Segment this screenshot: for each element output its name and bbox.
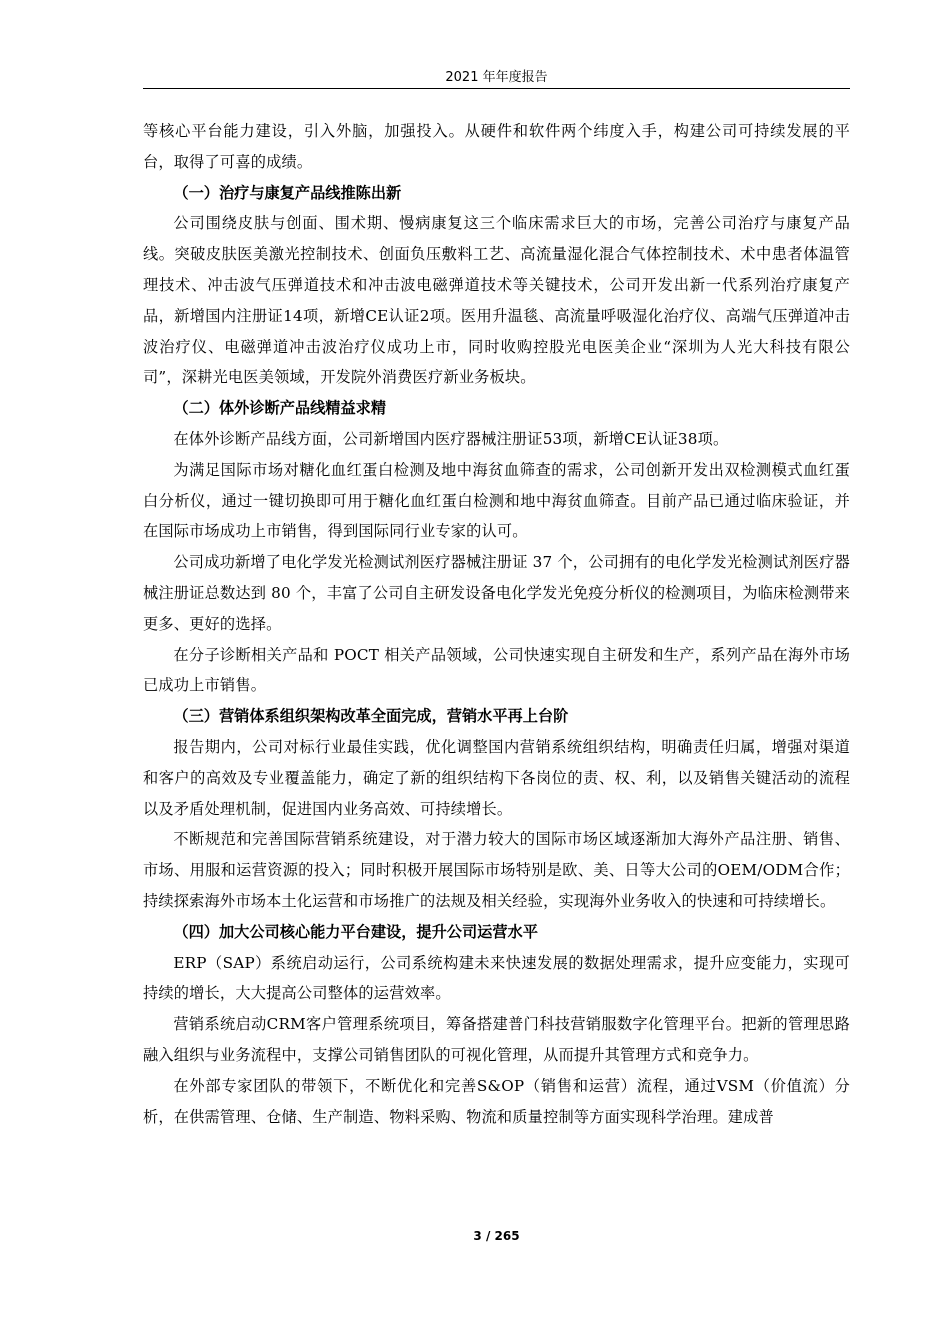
body-paragraph: 营销系统启动CRM客户管理系统项目，筹备搭建普门科技营销服数字化管理平台。把新的管理思路融入组织与业务流程中，支撑公司销售团队的可视化管理，从而提升其管理方式和竞争力。 <box>143 1015 850 1064</box>
section-heading: （四）加大公司核心能力平台建设，提升公司运营水平 <box>173 922 538 941</box>
body-paragraph: 不断规范和完善国际营销系统建设，对于潜力较大的国际市场区域逐渐加大海外产品注册、销售、市场、用服和运营资源的投入；同时积极开展国际市场特别是欧、美、日等大公司的OEM/ODM合作；持续探索海外市场本土化运营和市场推广的法规及相关经验，实现海外业务收入的快速和可持续增长。 <box>143 830 850 910</box>
report-header: 2021 年年度报告 <box>445 70 548 85</box>
body-paragraph: 在外部专家团队的带领下，不断优化和完善S&OP（销售和运营）流程，通过VSM（价值流）分析，在供需管理、仓储、生产制造、物料采购、物流和质量控制等方面实现科学治理。建成普 <box>143 1076 850 1126</box>
body-paragraph: 公司成功新增了电化学发光检测试剂医疗器械注册证 37 个，公司拥有的电化学发光检测试剂医疗器械注册证总数达到 80 个，丰富了公司自主研发设备电化学发光免疫分析仪的检测项目，为临床检测带来更多、更好的选择。 <box>143 553 850 633</box>
body-paragraph: ERP（SAP）系统启动运行，公司系统构建未来快速发展的数据处理需求，提升应变能力，实现可持续的增长，大大提高公司整体的运营效率。 <box>143 953 850 1003</box>
body-paragraph: 等核心平台能力建设，引入外脑，加强投入。从硬件和软件两个纬度入手，构建公司可持续发展的平台，取得了可喜的成绩。 <box>143 122 850 171</box>
body-paragraph: 为满足国际市场对糖化血红蛋白检测及地中海贫血筛查的需求，公司创新开发出双检测模式血红蛋白分析仪，通过一键切换即可用于糖化血红蛋白检测和地中海贫血筛查。目前产品已通过临床验证，并在国际市场成功上市销售，得到国际同行业专家的认可。 <box>143 460 850 541</box>
section-heading: （二）体外诊断产品线精益求精 <box>173 399 387 418</box>
body-paragraph: 在分子诊断相关产品和 POCT 相关产品领域，公司快速实现自主研发和生产，系列产品在海外市场已成功上市销售。 <box>143 645 850 695</box>
body-paragraph: 公司围绕皮肤与创面、围术期、慢病康复这三个临床需求巨大的市场，完善公司治疗与康复产品线。突破皮肤医美激光控制技术、创面负压敷料工艺、高流量湿化混合气体控制技术、术中患者体温管理技术、冲击波气压弹道技术和冲击波电磁弹道技术等关键技术，公司开发出新一代系列治疗康复产品，新增国内注册证14项，新增CE认证2项。医用升温毯、高流量呼吸湿化治疗仪、高端气压弹道冲击波治疗仪、电磁弹道冲击波治疗仪成功上市，同时收购控股光电医美企业“深圳为人光大科技有限公司”，深耕光电医美领域，开发院外消费医疗新业务板块。 <box>143 214 850 387</box>
body-paragraph: 在体外诊断产品线方面，公司新增国内医疗器械注册证53项，新增CE认证38项。 <box>173 429 729 448</box>
body-paragraph: 报告期内，公司对标行业最佳实践，优化调整国内营销系统组织结构，明确责任归属，增强对渠道和客户的高效及专业覆盖能力，确定了新的组织结构下各岗位的责、权、利，以及销售关键活动的流程以及矛盾处理机制，促进国内业务高效、可持续增长。 <box>143 737 850 818</box>
section-heading: （一）治疗与康复产品线推陈出新 <box>173 183 402 202</box>
page-number: 3 / 265 <box>473 1229 520 1243</box>
section-heading: （三）营销体系组织架构改革全面完成，营销水平再上台阶 <box>173 707 569 726</box>
document-body <box>143 116 850 1132</box>
header-divider <box>143 88 850 89</box>
